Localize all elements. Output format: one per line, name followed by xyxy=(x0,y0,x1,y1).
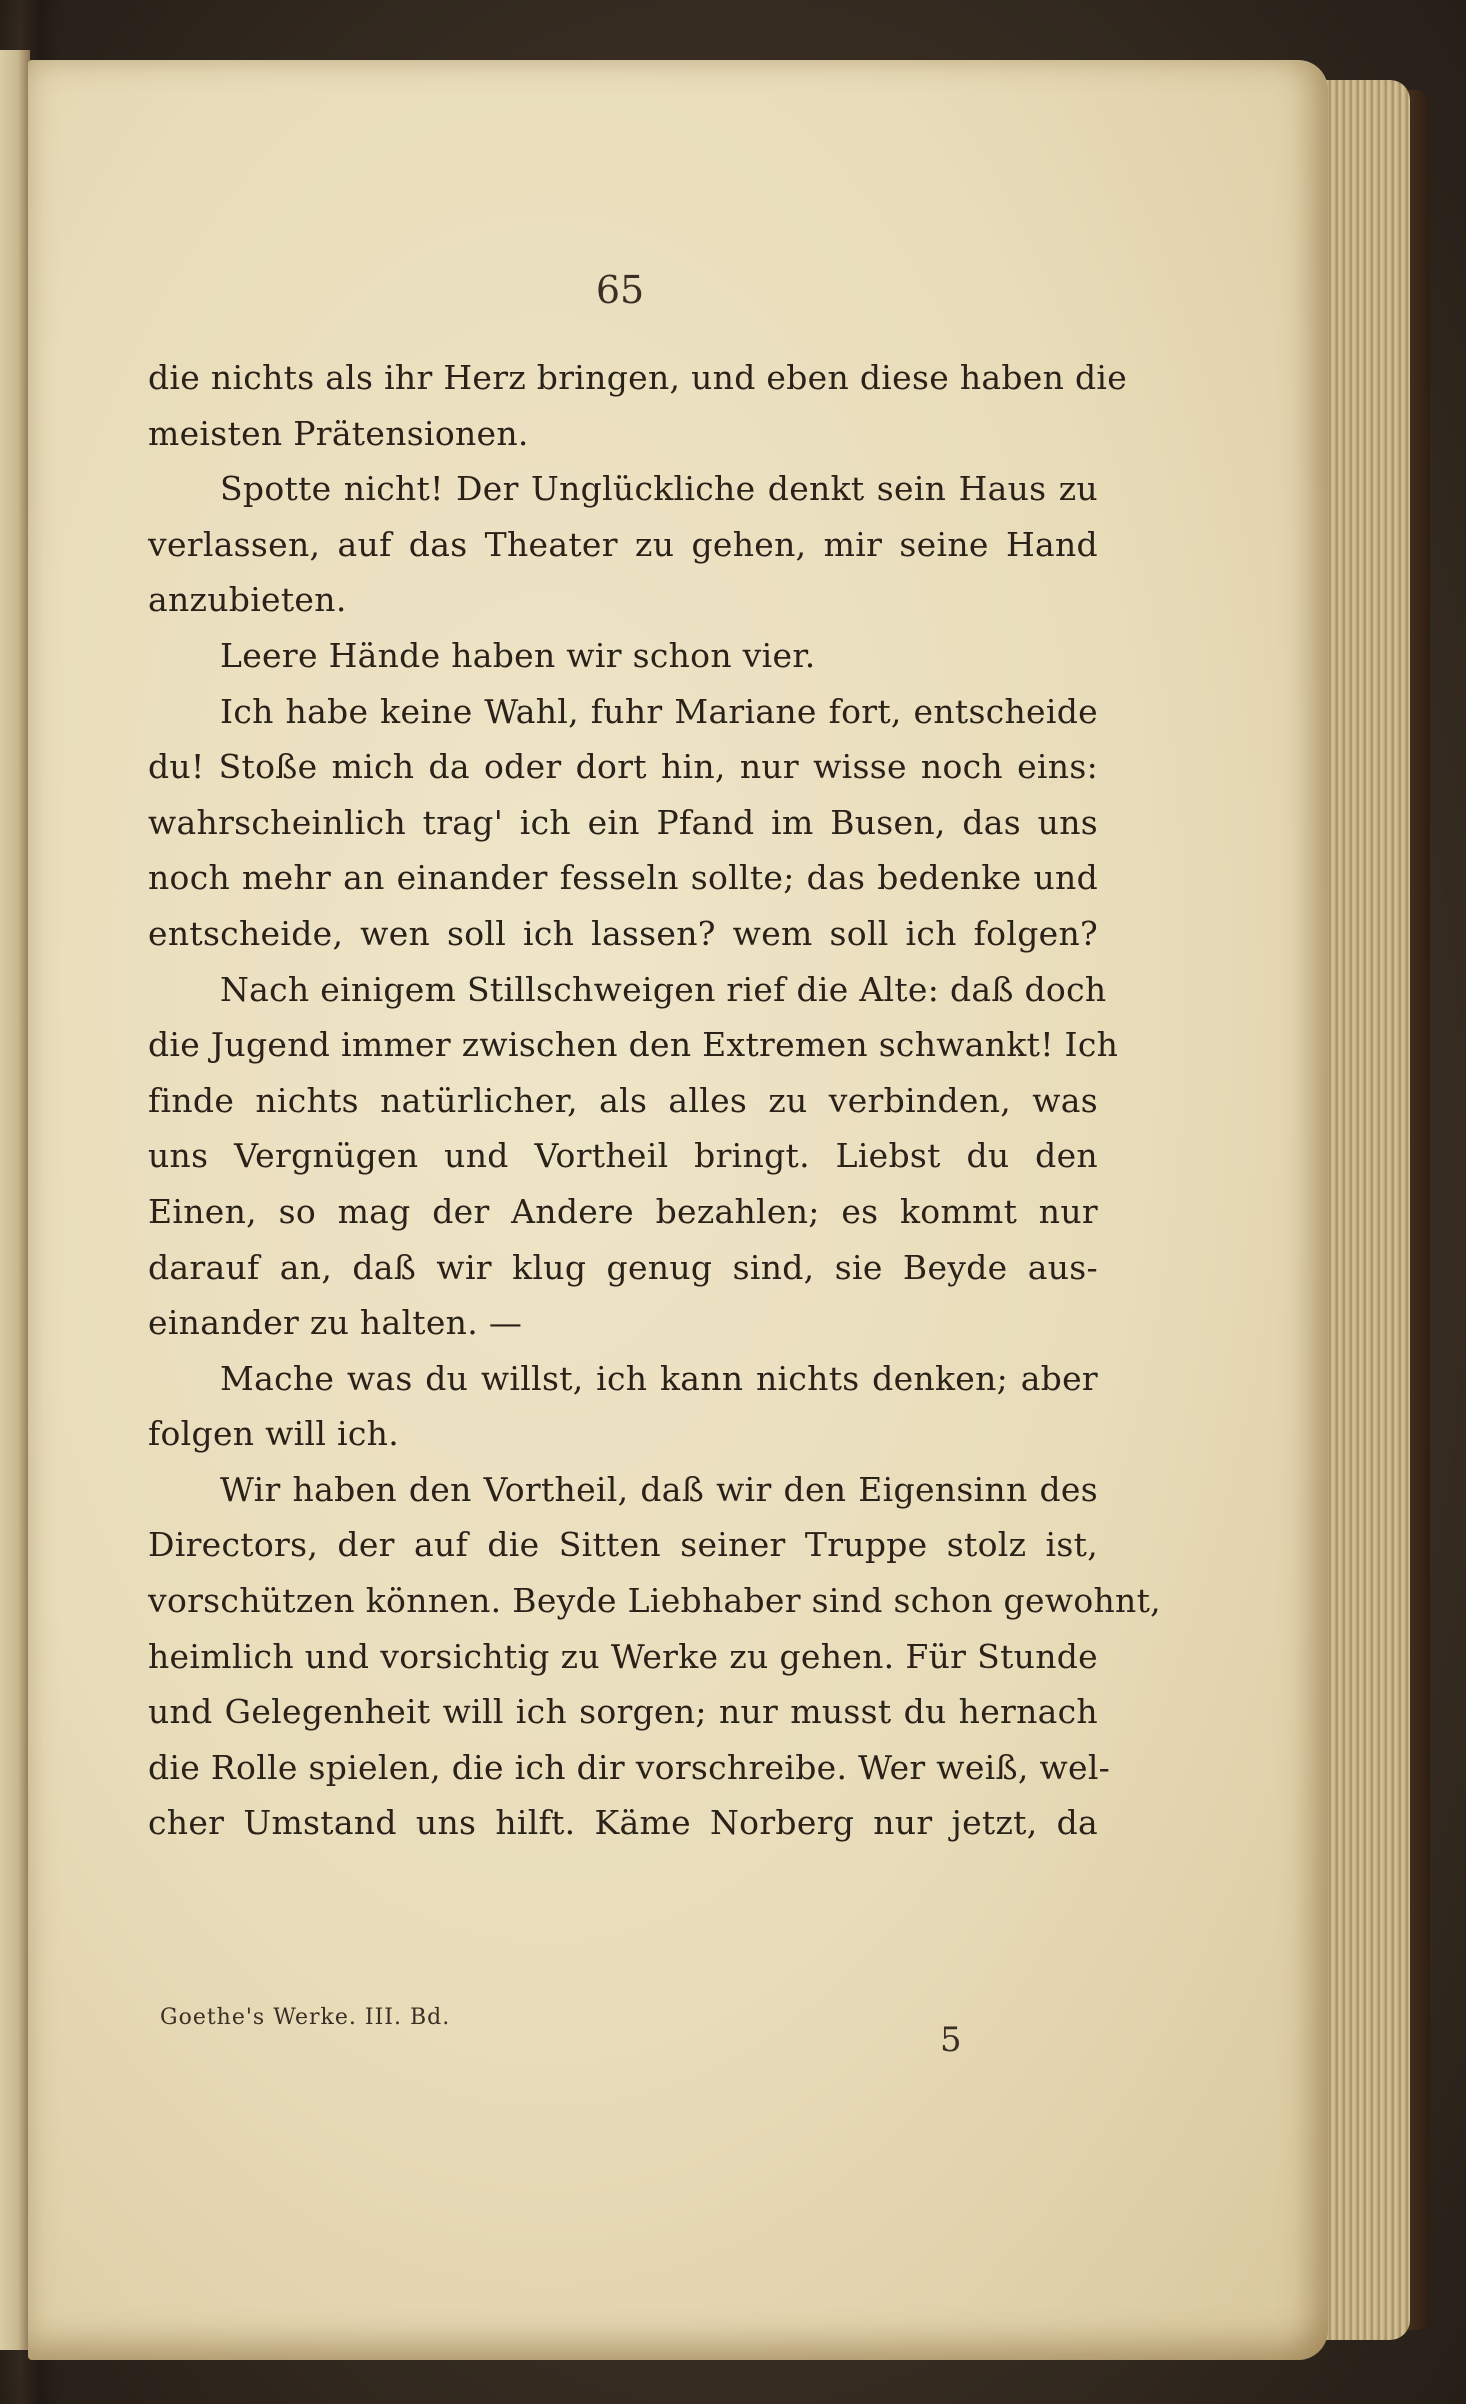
text-line: cher Umstand uns hilft. Käme Norberg nur jetzt, da xyxy=(148,1803,1098,1843)
text-line: Directors, der auf die Sitten seiner Truppe stolz ist, xyxy=(148,1525,1098,1565)
text-line: Wir haben den Vortheil, daß wir den Eigensinn des xyxy=(220,1469,1098,1509)
text-line: einander zu halten. — xyxy=(148,1303,523,1343)
text-line: die nichts als ihr Herz bringen, und eben diese haben die xyxy=(148,358,1128,397)
text-line: noch mehr an einander fesseln sollte; das bedenke und xyxy=(148,858,1098,898)
body-text xyxy=(148,350,1161,1851)
text-line: die Rolle spielen, die ich dir vorschreibe. Wer weiß, wel- xyxy=(148,1747,1111,1787)
text-line: und Gelegenheit will ich sorgen; nur musst du hernach xyxy=(148,1692,1098,1732)
text-line: Mache was du willst, ich kann nichts denken; aber xyxy=(220,1358,1098,1398)
text-line: wahrscheinlich trag' ich ein Pfand im Busen, das uns xyxy=(148,802,1098,842)
footer-signature: Goethe's Werke. III. Bd. xyxy=(160,2005,451,2030)
text-line: Nach einigem Stillschweigen rief die Alte: daß doch xyxy=(220,969,1107,1009)
text-line: Leere Hände haben wir schon vier. xyxy=(220,635,816,675)
facing-page-edge xyxy=(0,50,30,2350)
text-line: Einen, so mag der Andere bezahlen; es kommt nur xyxy=(148,1191,1098,1231)
page-number: 65 xyxy=(595,268,645,312)
text-line: folgen will ich. xyxy=(148,1414,400,1454)
text-line: finde nichts natürlicher, als alles zu verbinden, was xyxy=(148,1080,1098,1120)
text-line: uns Vergnügen und Vortheil bringt. Liebst du den xyxy=(148,1136,1098,1176)
text-line: heimlich und vorsichtig zu Werke zu gehen. Für Stunde xyxy=(148,1636,1098,1676)
text-line: meisten Prätensionen. xyxy=(148,413,529,453)
text-line: verlassen, auf das Theater zu gehen, mir seine Hand xyxy=(148,524,1098,564)
text-line: entscheide, wen soll ich lassen? wem soll ich folgen? xyxy=(148,913,1098,953)
text-line: Ich habe keine Wahl, fuhr Mariane fort, entscheide xyxy=(220,691,1098,731)
text-line: vorschützen können. Beyde Liebhaber sind schon gewohnt, xyxy=(148,1581,1161,1621)
text-line: du! Stoße mich da oder dort hin, nur wisse noch eins: xyxy=(148,747,1098,787)
sheet-mark: 5 xyxy=(940,2020,962,2060)
text-line: Spotte nicht! Der Unglückliche denkt sein Haus zu xyxy=(220,469,1098,509)
text-line: darauf an, daß wir klug genug sind, sie Beyde aus- xyxy=(148,1247,1098,1287)
text-line: anzubieten. xyxy=(148,580,347,620)
text-line: die Jugend immer zwischen den Extremen schwankt! Ich xyxy=(148,1025,1119,1065)
